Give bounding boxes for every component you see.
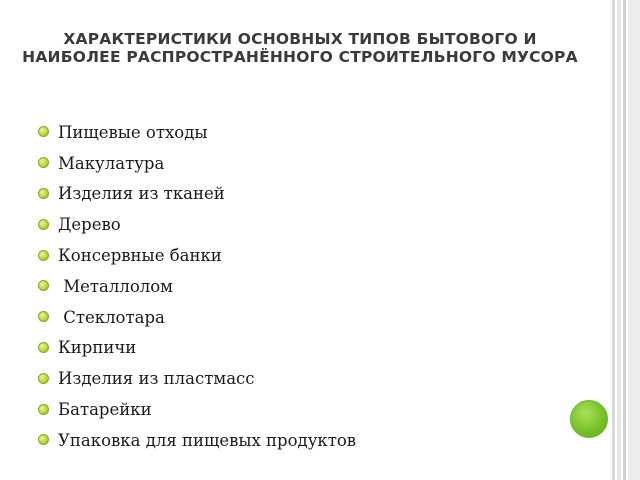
round-bullet-icon: [38, 188, 49, 199]
decorative-stripe: [617, 0, 621, 480]
list-item-text: Упаковка для пищевых продуктов: [58, 430, 357, 450]
list-item: [38, 240, 558, 271]
list-item-text: Макулатура: [58, 153, 165, 173]
round-bullet-icon: [38, 434, 49, 445]
list-item-text: Батарейки: [58, 400, 152, 420]
list-item: [38, 363, 558, 394]
list-item: [38, 179, 558, 210]
list-item-text: Пищевые отходы: [58, 122, 208, 142]
list-item-text: Стеклотара: [58, 307, 165, 327]
round-bullet-icon: [38, 404, 49, 415]
slide-title: ХАРАКТЕРИСТИКИ ОСНОВНЫХ ТИПОВ БЫТОВОГО И НАИБОЛЕЕ РАСПРОСТРАНЁННОГО СТРОИТЕЛЬНОГО МУСОРА: [22, 30, 578, 66]
list-item-text: Консервные банки: [58, 246, 222, 266]
list-item: [38, 209, 558, 240]
green-circle-icon: [570, 400, 608, 438]
round-bullet-icon: [38, 280, 49, 291]
list-item: [38, 333, 558, 364]
list-item: [38, 302, 558, 333]
round-bullet-icon: [38, 157, 49, 168]
list-item: [38, 425, 558, 456]
decorative-stripe: [628, 0, 640, 480]
list-item-text: Изделия из пластмасс: [58, 369, 255, 389]
decorative-stripe: [612, 0, 615, 480]
decorative-stripe: [623, 0, 626, 480]
list-item-text: Изделия из тканей: [58, 184, 225, 204]
round-bullet-icon: [38, 126, 49, 137]
list-item-text: Металлолом: [58, 276, 174, 296]
list-item: [38, 394, 558, 425]
round-bullet-icon: [38, 373, 49, 384]
list-item-text: Кирпичи: [58, 338, 137, 358]
list-item: [38, 117, 558, 148]
list-item-text: Дерево: [58, 215, 121, 235]
round-bullet-icon: [38, 219, 49, 230]
bullet-list: [38, 117, 558, 456]
round-bullet-icon: [38, 250, 49, 261]
round-bullet-icon: [38, 342, 49, 353]
list-item: [38, 271, 558, 302]
list-item: [38, 148, 558, 179]
round-bullet-icon: [38, 311, 49, 322]
